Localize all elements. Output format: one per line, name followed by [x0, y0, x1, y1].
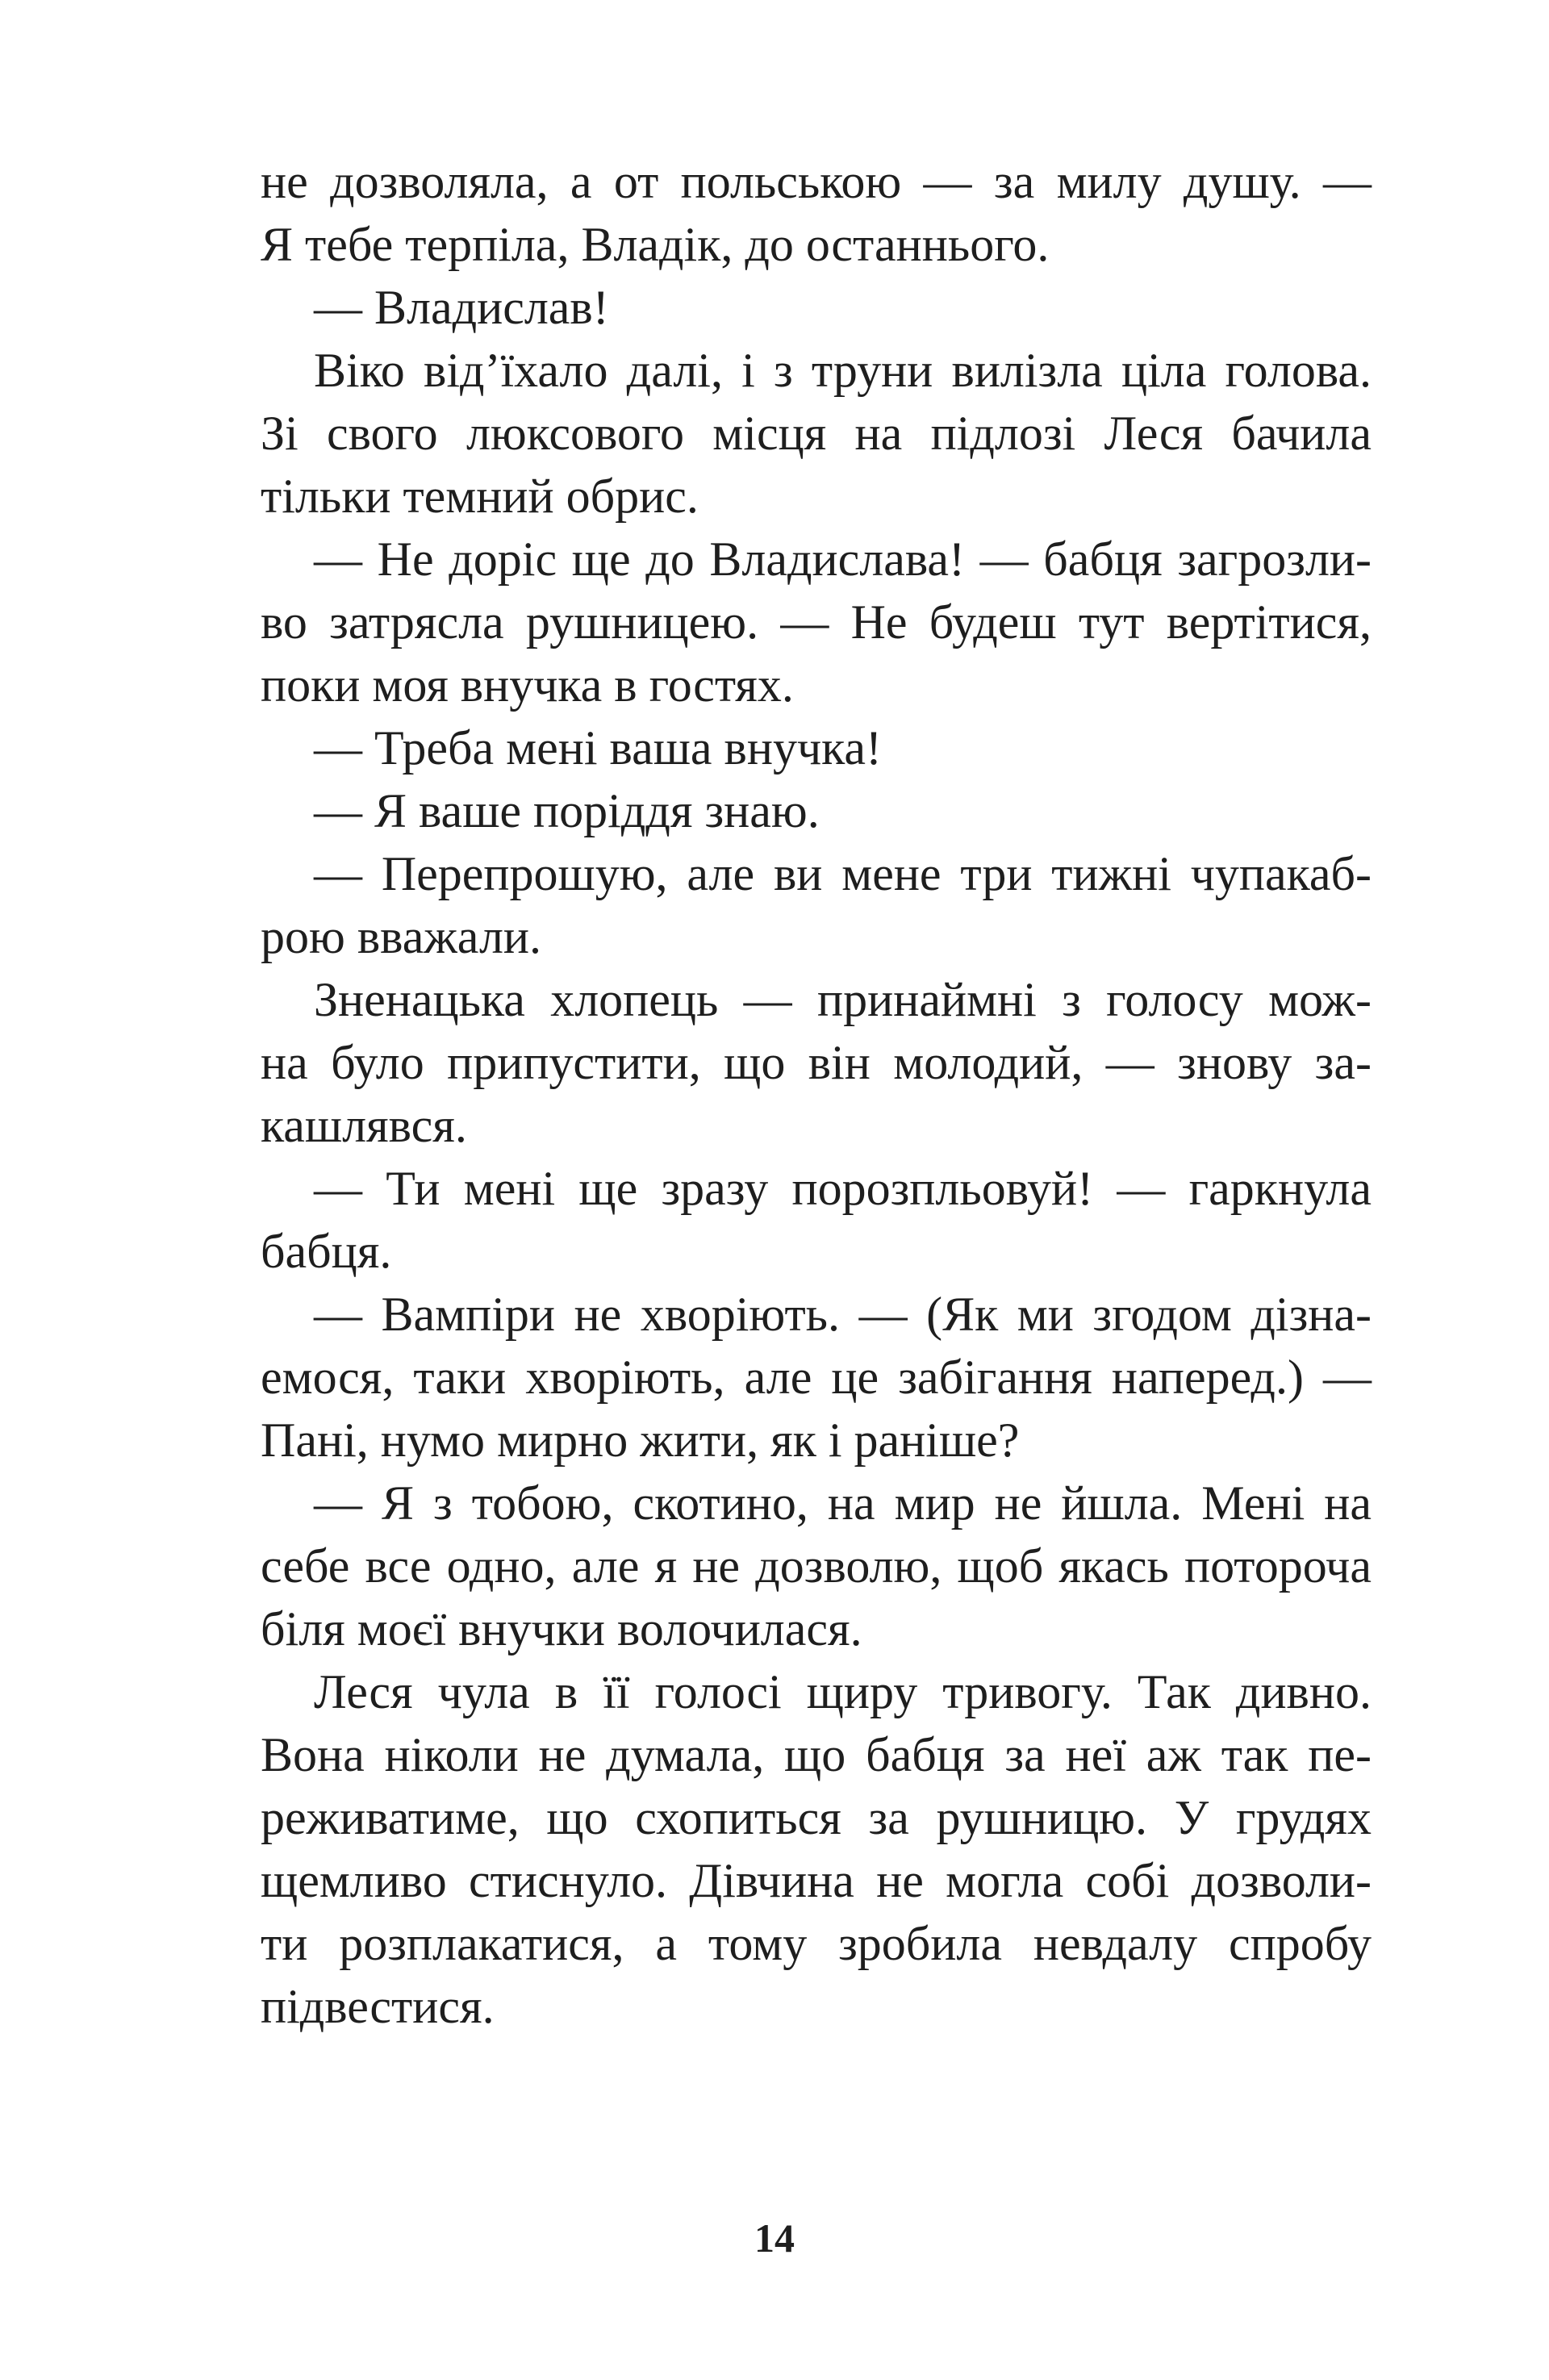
text-line: Я тебе терпіла, Владік, до останнього. — [261, 218, 1050, 271]
text-line: на було припустити, що він молодий, — знову за- — [261, 1036, 1372, 1089]
text-line: підвестися. — [261, 1980, 495, 2033]
text-line: бабця. — [261, 1225, 392, 1278]
text-line: во затрясла рушницею. — Не будеш тут вертітися, — [261, 595, 1372, 649]
text-line: — Вампіри не хворіють. — (Як ми згодом дізна- — [314, 1288, 1372, 1341]
text-line: — Я з тобою, скотино, на мир не йшла. Мені на — [314, 1476, 1372, 1530]
text-line: емося, таки хворіють, але це забігання наперед.) — — [261, 1351, 1372, 1404]
text-line: тільки темний обрис. — [261, 470, 699, 523]
text-line: Зненацька хлопець — принаймні з голосу мож- — [314, 973, 1372, 1026]
text-line: біля моєї внучки волочилася. — [261, 1602, 862, 1656]
page-number: 14 — [754, 2215, 795, 2261]
text-line: — Не доріс ще до Владислава! — бабця загрозли- — [314, 532, 1372, 586]
text-line: — Я ваше поріддя знаю. — [314, 784, 820, 837]
text-line: Зі свого люксового місця на підлозі Леся бачила — [261, 407, 1372, 460]
text-line: Вона ніколи не думала, що бабця за неї аж так пе- — [261, 1728, 1372, 1781]
text-line: Віко від’їхало далі, і з труни вилізла ціла голова. — [314, 344, 1372, 397]
body-text — [261, 150, 1372, 2038]
text-line: — Владислав! — [314, 281, 609, 334]
text-line: поки моя внучка в гостях. — [261, 658, 794, 712]
text-line: не дозволяла, а от польською — за милу душу. — — [261, 155, 1372, 208]
text-line: ти розплакатися, а тому зробила невдалу спробу — [261, 1917, 1372, 1970]
text-line: Пані, нумо мирно жити, як і раніше? — [261, 1413, 1020, 1467]
text-line: кашлявся. — [261, 1099, 467, 1152]
text-line: Леся чула в її голосі щиру тривогу. Так дивно. — [314, 1665, 1372, 1718]
text-line: щемливо стиснуло. Дівчина не могла собі дозволи- — [261, 1854, 1372, 1907]
text-line: себе все одно, але я не дозволю, щоб якась потороча — [261, 1539, 1372, 1593]
text-line: рою вважали. — [261, 910, 541, 963]
text-line: — Перепрошую, але ви мене три тижні чупакаб- — [314, 847, 1372, 900]
text-line: — Ти мені ще зразу порозпльовуй! — гаркнула — [314, 1162, 1372, 1215]
text-line: — Треба мені ваша внучка! — [314, 721, 883, 775]
text-line: реживатиме, що схопиться за рушницю. У грудях — [261, 1791, 1372, 1844]
